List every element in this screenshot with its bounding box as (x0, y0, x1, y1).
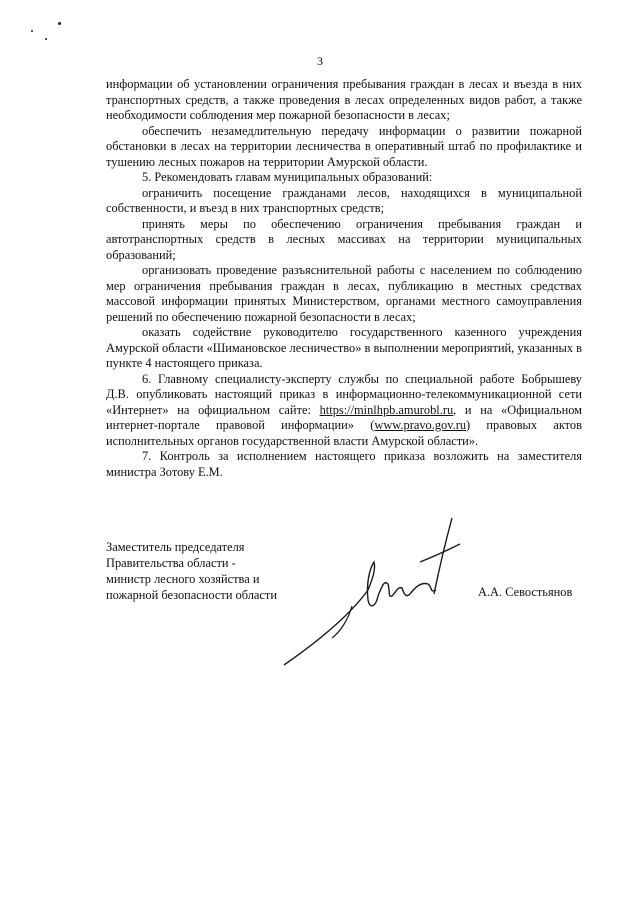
signatory-name: А.А. Севостьянов (478, 585, 573, 599)
scan-speck (31, 30, 33, 32)
item6-text-c: ) правовых актов исполнительных органов государственной власти Амурской области». (106, 418, 582, 448)
scan-speck (58, 22, 61, 25)
paragraph-item-7: 7. Контроль за исполнением настоящего приказа возложить на заместителя министра Зотову Е.М. (106, 449, 582, 479)
paragraph: оказать содействие руководителю государственного казенного учреждения Амурской области «Шимановское лесничество» в выполнении мероприятий, указанных в пункте 4 настоящего приказа. (106, 325, 582, 370)
paragraph: обеспечить незамедлительную передачу информации о развитии пожарной обстановки в лесах на территории лесничества в оперативный штаб по профилактике и тушению лесных пожаров на территории Амурской области. (106, 123, 582, 169)
scan-speck (45, 38, 47, 40)
paragraph: организовать проведение разъяснительной работы с населением по соблюдению мер ограничения пребывания граждан в лесах, публикацию в местных средствах массовой информации принятых Министерством, органами местного самоуправления решений по обеспечению пожарной безопасности в лесах; (106, 263, 582, 324)
signatory-title-line: министр лесного хозяйства и (106, 572, 260, 586)
handwritten-signature (280, 510, 480, 670)
pravo-portal-link[interactable]: www.pravo.gov.ru (374, 418, 467, 432)
paragraph: ограничить посещение гражданами лесов, находящихся в муниципальной собственности, и въезд в них транспортных средств; (106, 185, 582, 215)
signatory-title-line: пожарной безопасности области (106, 588, 277, 602)
document-body (106, 77, 582, 480)
paragraph-continuation: информации об установлении ограничения пребывания граждан в лесах и въезда в них транспортных средств, а также проведения в лесах определенных видов работ, а также необходимости соблюдения мер пожарной безопасности в лесах; (106, 77, 582, 122)
page-number: 3 (317, 54, 323, 68)
paragraph-item-6 (106, 372, 582, 450)
paragraph: принять меры по обеспечению ограничения пребывания граждан и автотранспортных средств в лесных массивах на территории муниципальных образований; (106, 216, 582, 262)
paragraph: 5. Рекомендовать главам муниципальных образований: (142, 170, 433, 184)
signatory-title-line: Заместитель председателя (106, 540, 245, 554)
signatory-title (106, 539, 277, 603)
ministry-site-link[interactable]: https://minlhpb.amurobl.ru (319, 402, 454, 417)
signatory-title-line: Правительства области - (106, 556, 236, 570)
item6-text-a: 6. Главному специалисту-эксперту службы по специальной работе Бобрышеву Д.В. опубликовать настоящий приказ в информационно-телекоммуникационной сети «Интернет» на официальном сайте: (106, 371, 582, 417)
item6-text-b: , и на «Официальном интернет-портале правовой информации» ( (106, 402, 582, 432)
